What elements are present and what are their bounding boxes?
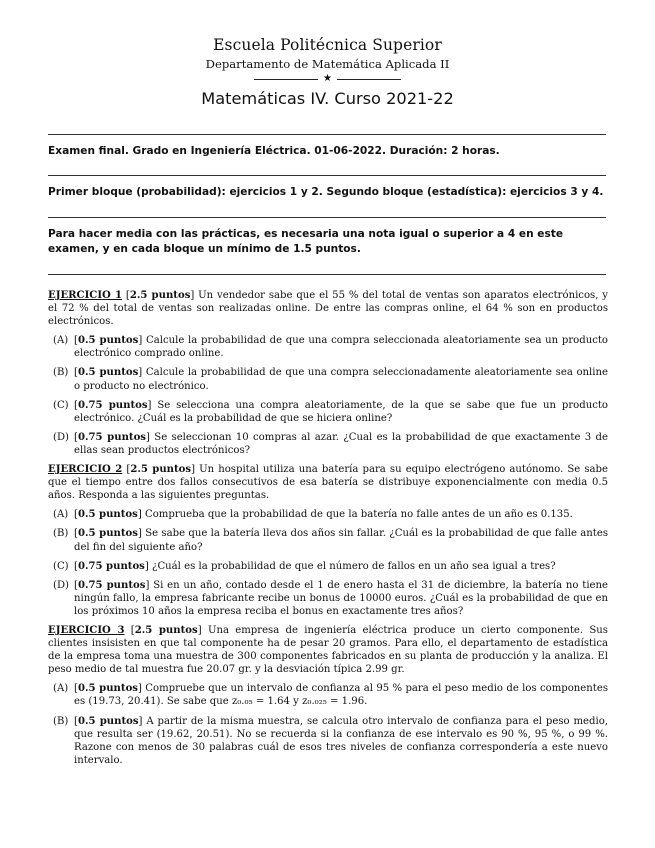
school-name: Escuela Politécnica Superior	[213, 36, 442, 54]
exercise-points: 2.5 puntos	[129, 290, 191, 301]
question-text: [0.5 puntos] Se sabe que la batería lleva dos años sin fallar. ¿Cuál es la probabilidad de que falle antes del fin del siguiente año?	[74, 528, 609, 553]
exercise-1-title: EJERCICIO 1	[48, 290, 123, 301]
question-points: 0.5 puntos	[77, 715, 139, 727]
question-label: (A)	[53, 683, 69, 695]
ornament-line-left	[254, 79, 318, 80]
question-points: 0.5 puntos	[77, 335, 139, 347]
question-body: Calcule la probabilidad de que una compra seleccionada aleatoriamente sea un producto electrónico comprado online.	[74, 335, 609, 360]
question-body: Comprueba que la probabilidad de que la batería no falle antes de un año es 0.135.	[145, 509, 573, 521]
question-points: 0.5 puntos	[77, 367, 139, 379]
question-item	[48, 366, 608, 392]
question-item	[48, 715, 608, 767]
question-item	[48, 508, 608, 521]
question-item	[48, 682, 608, 708]
divider	[48, 274, 606, 275]
question-text: [0.5 puntos] Calcule la probabilidad de que una compra seleccionada aleatoriamente sea un producto electrónico comprado online.	[74, 335, 609, 360]
question-text: [0.75 puntos] Se seleccionan 10 compras al azar. ¿Cual es la probabilidad de que exactamente 3 de ellas sean productos electrónicos?	[74, 431, 608, 456]
question-points: 0.75 puntos	[77, 431, 146, 443]
question-text: [0.75 puntos] Si en un año, contado desde el 1 de enero hasta el 31 de diciembre, la batería no tiene ningún fallo, la empresa fabricante recibe un bonus de 10000 euros. ¿Cuál es la probabilidad de que en los próximos 10 años la empresa reciba el bonus en exactamente tres años?	[74, 579, 609, 617]
document-header	[0, 36, 655, 108]
question-body: Se selecciona una compra aleatoriamente, de la que se sabe que fue un producto electrónico. ¿Cuál es la probabilidad de que se hiciera online?	[74, 399, 608, 424]
exam-body	[48, 289, 608, 773]
question-item	[48, 579, 608, 618]
question-points: 0.75 puntos	[77, 579, 146, 591]
question-label: (B)	[53, 715, 69, 727]
question-text: [0.75 puntos] Se selecciona una compra aleatoriamente, de la que se sabe que fue un producto electrónico. ¿Cuál es la probabilidad de que se hiciera online?	[74, 399, 608, 424]
exercise-points: 2.5 puntos	[134, 624, 198, 636]
exam-info: Examen final. Grado en Ingeniería Eléctrica. 01-06-2022. Duración: 2 horas.	[48, 145, 500, 157]
star-icon: ★	[323, 73, 332, 84]
exercise-text: Un vendedor sabe que el 55 % del total de ventas son aparatos electrónicos, y el 72 % del total de ventas son realizadas online. De entre las compras online, el 64 % son en productos electrónicos.	[48, 290, 608, 328]
divider	[48, 134, 606, 135]
question-label: (A)	[53, 509, 69, 521]
question-points: 0.75 puntos	[77, 399, 148, 411]
divider	[48, 217, 606, 218]
exercise-points: 2.5 puntos	[130, 464, 192, 476]
question-text: [0.5 puntos] Compruebe que un intervalo de confianza al 95 % para el peso medio de los componentes es (19.73, 20.41). Se sabe que z₀.₀₅ = 1.64 y z₀.₀₂₅ = 1.96.	[74, 683, 608, 708]
question-body: Calcule la probabilidad de que una compra seleccionadamente aleatoriamente sea online o producto no electrónico.	[74, 367, 608, 392]
question-points: 0.5 puntos	[77, 509, 138, 521]
question-label: (B)	[53, 367, 69, 379]
question-item	[48, 527, 608, 553]
question-item	[48, 334, 608, 360]
exercise-3-statement: EJERCICIO 3 [2.5 puntos] Una empresa de ingeniería eléctrica produce un cierto componente. Sus clientes insisisten en que tal componente ha de pesar 20 gramos. Para ello, el departamento de estadística de la empresa toma una muestra de 300 componentes fabricados en su planta de producción y la analiza. El peso medio de tal muestra fue 20.07 gr. y la desviación típica 2.99 gr.	[48, 624, 608, 676]
header-ornament	[0, 73, 655, 85]
question-body: Se sabe que la batería lleva dos años sin fallar. ¿Cuál es la probabilidad de que falle antes del fin del siguiente año?	[74, 528, 609, 553]
course-title: Matemáticas IV. Curso 2021-22	[201, 89, 454, 108]
question-points: 0.5 puntos	[77, 528, 138, 540]
question-item	[48, 399, 608, 425]
question-text: [0.75 puntos] ¿Cuál es la probabilidad de que el número de fallos en un año sea igual a tres?	[74, 560, 556, 572]
question-text: [0.5 puntos] Comprueba que la probabilidad de que la batería no falle antes de un año es 0.135.	[74, 509, 573, 521]
question-label: (D)	[53, 431, 69, 443]
divider	[48, 175, 606, 176]
question-body: ¿Cuál es la probabilidad de que el número de fallos en un año sea igual a tres?	[152, 560, 556, 572]
question-text: [0.5 puntos] A partir de la misma muestra, se calcula otro intervalo de confianza para el peso medio, que resulta ser (19.62, 20.51). No se recuerda si la confianza de ese intervalo es 90 %, 95 %, o 99 %. Razone con menos de 30 palabras cuál de esos tres niveles de confianza correspondería a este nuevo intervalo.	[74, 715, 609, 766]
exercise-2-statement: EJERCICIO 2 [2.5 puntos] Un hospital utiliza una batería para su equipo electrógeno autónomo. Se sabe que el tiempo entre dos fallos consecutivos de esa batería se distribuye exponencialmente con media 0.5 años. Responda a las siguientes preguntas.	[48, 464, 608, 502]
exercise-2-title: EJERCICIO 2	[48, 464, 123, 476]
department-name: Departamento de Matemática Aplicada II	[205, 57, 450, 71]
question-text: [0.5 puntos] Calcule la probabilidad de que una compra seleccionadamente aleatoriamente sea online o producto no electrónico.	[74, 367, 608, 392]
question-label: (C)	[53, 399, 69, 411]
exercise-text: Una empresa de ingeniería eléctrica produce un cierto componente. Sus clientes insisisten en que tal componente ha de pesar 20 gramos. Para ello, el departamento de estadística de la empresa toma una muestra de 300 componentes fabricados en su planta de producción y la analiza. El peso medio de tal muestra fue 20.07 gr. y la desviación típica 2.99 gr.	[48, 624, 608, 676]
question-points: 0.75 puntos	[77, 560, 145, 572]
block-info: Primer bloque (probabilidad): ejercicios 1 y 2. Segundo bloque (estadística): ejercicios 3 y 4.	[48, 186, 604, 198]
question-body: Se seleccionan 10 compras al azar. ¿Cual es la probabilidad de que exactamente 3 de ellas sean productos electrónicos?	[74, 431, 608, 456]
question-body: Compruebe que un intervalo de confianza al 95 % para el peso medio de los componentes es (19.73, 20.41). Se sabe que z₀.₀₅ = 1.64 y z₀.₀₂₅ = 1.96.	[74, 683, 608, 708]
question-points: 0.5 puntos	[77, 683, 138, 695]
ornament-line-right	[337, 79, 401, 80]
question-item	[48, 431, 608, 457]
exercise-text: Un hospital utiliza una batería para su equipo electrógeno autónomo. Se sabe que el tiempo entre dos fallos consecutivos de esa batería se distribuye exponencialmente con media 0.5 años. Responda a las siguientes preguntas.	[48, 464, 608, 502]
question-label: (D)	[53, 579, 69, 591]
question-label: (B)	[53, 528, 69, 540]
question-label: (A)	[53, 335, 69, 347]
question-body: Si en un año, contado desde el 1 de enero hasta el 31 de diciembre, la batería no tiene ningún fallo, la empresa fabricante recibe un bonus de 10000 euros. ¿Cuál es la probabilidad de que en los próximos 10 años la empresa reciba el bonus en exactamente tres años?	[74, 579, 609, 617]
exercise-1-statement: EJERCICIO 1 [2.5 puntos] Un vendedor sabe que el 55 % del total de ventas son aparatos electrónicos, y el 72 % del total de ventas son realizadas online. De entre las compras online, el 64 % son en productos electrónicos.	[48, 290, 608, 328]
question-body: A partir de la misma muestra, se calcula otro intervalo de confianza para el peso medio, que resulta ser (19.62, 20.51). No se recuerda si la confianza de ese intervalo es 90 %, 95 %, o 99 %. Razone con menos de 30 palabras cuál de esos tres niveles de confianza correspondería a este nuevo intervalo.	[74, 715, 609, 766]
question-label: (C)	[53, 560, 69, 572]
question-item	[48, 560, 608, 573]
exercise-3-title: EJERCICIO 3	[48, 624, 125, 636]
grading-note: Para hacer media con las prácticas, es necesaria una nota igual o superior a 4 en este examen, y en cada bloque un mínimo de 1.5 puntos.	[48, 228, 564, 255]
